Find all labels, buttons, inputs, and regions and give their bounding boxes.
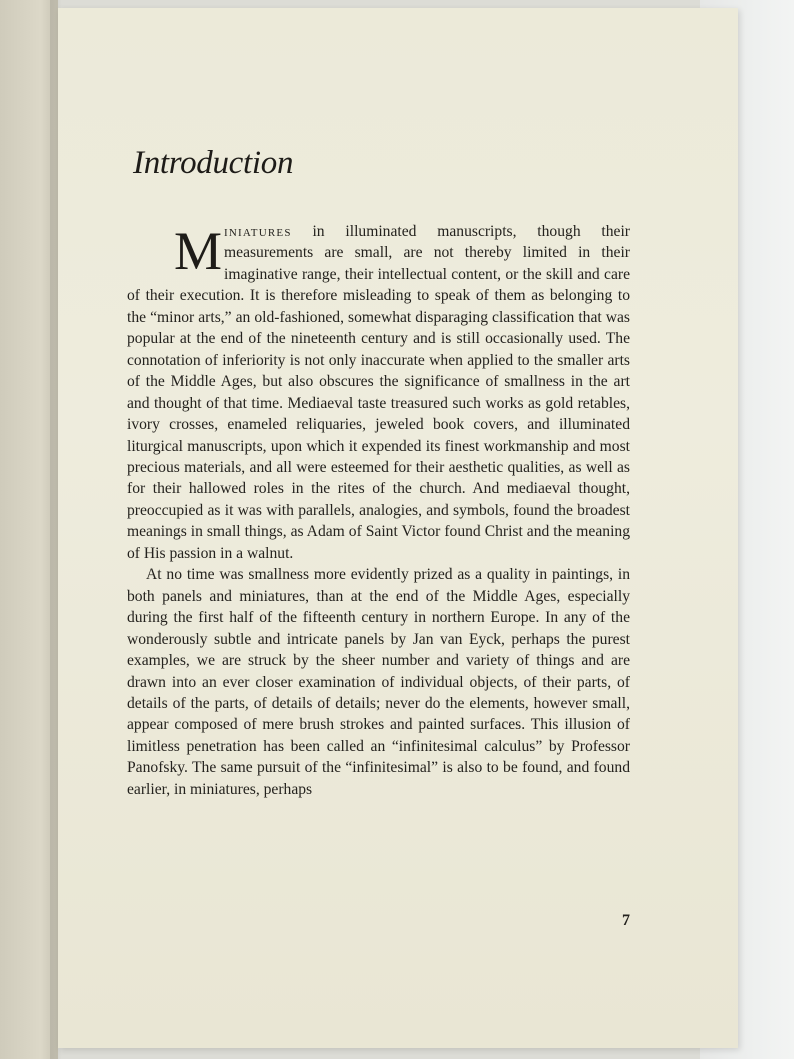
body-text [127,221,630,800]
book-page [58,8,738,1048]
paragraph-1-text: in illuminated manuscripts, though their measurements are small, are not thereby limited in their imaginative range, their intellectual content, or the skill and care of their execution. It is therefore misleading to speak of them as belonging to the “minor arts,” an old-fashioned, somewhat disparaging classification that was popular at the end of the nineteenth century and is still occasionally used. The connotation of inferiority is not only inaccurate when applied to the smaller arts of the Middle Ages, but also obscures the significance of smallness in the art and thought of that time. Mediaeval taste treasured such works as gold retables, ivory crosses, enameled reliquaries, jeweled book covers, and illuminated liturgical manuscripts, upon which it expended its finest workmanship and most precious materials, and all were esteemed for their aesthetic qualities, as well as for their hallowed roles in the rites of the church. And mediaeval thought, preoccupied as it was with parallels, analogies, and symbols, found the broadest meanings in small things, as Adam of Saint Victor found Christ and the meaning of His passion in a walnut. [127,223,630,562]
paragraph-2: At no time was smallness more evidently prized as a quality in paintings, in both panels and miniatures, than at the end of the Middle Ages, especially during the first half of the fifteenth century in northern Europe. In any of the wonderously subtle and intricate panels by Jan van Eyck, perhaps the purest examples, we are struck by the sheer number and variety of things and are drawn into an ever closer examination of individual objects, of their parts, of details of the parts, of details of details; never do the elements, however small, appear composed of mere brush strokes and painted surfaces. This illusion of limitless penetration has been called an “infinitesimal calculus” by Professor Panofsky. The same pursuit of the “infinitesimal” is also to be found, and found earlier, in miniatures, perhaps [127,566,630,798]
page-number: 7 [622,912,630,929]
chapter-heading: Introduction [133,145,294,181]
small-caps-word: iniatures [224,223,292,240]
paragraph-1 [127,221,630,564]
drop-cap: M [174,221,223,281]
